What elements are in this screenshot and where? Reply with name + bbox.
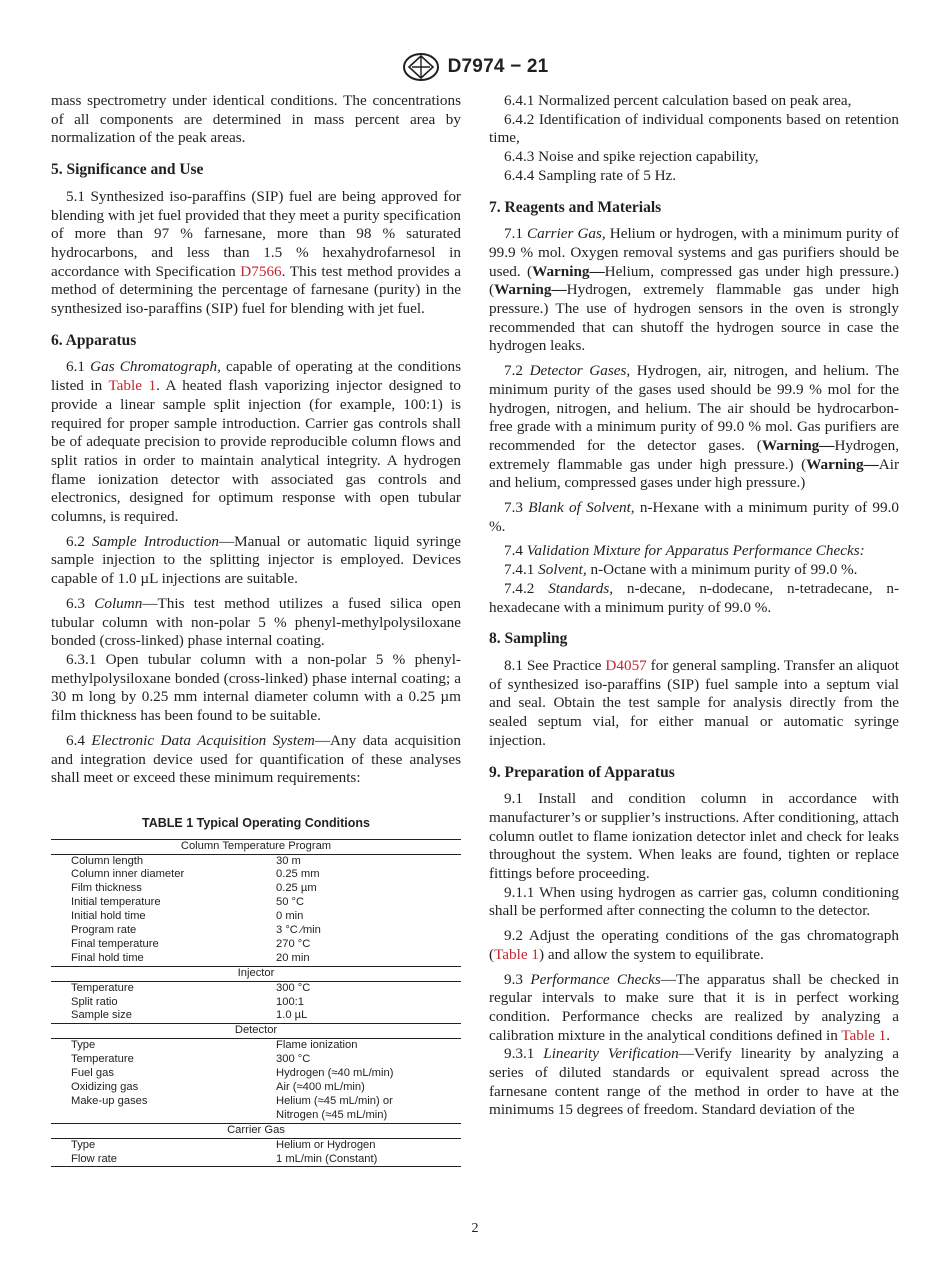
page-header xyxy=(0,52,950,82)
paragraph-7-3: 7.3 Blank of Solvent, n-Hexane with a minimum purity of 99.0 %. xyxy=(489,499,899,535)
table-row: Type Flame ionization xyxy=(71,1039,358,1052)
section-8-heading: 8. Sampling xyxy=(489,630,568,648)
table-section-header: Injector xyxy=(51,966,461,981)
table-row: Oxidizing gas Air (≈400 mL/min) xyxy=(71,1081,365,1094)
paragraph-6-4-1: 6.4.1 Normalized percent calculation based on peak area, xyxy=(504,92,852,109)
table-row: Initial temperature 50 °C xyxy=(71,896,305,909)
table-row: Type Helium or Hydrogen xyxy=(71,1138,376,1151)
table-row: Column length 30 m xyxy=(71,854,301,867)
table-row: Film thickness 0.25 µm xyxy=(71,882,317,895)
paragraph-7-1: 7.1 Carrier Gas, Helium or hydrogen, with a minimum purity of 99.9 % mol. Oxygen removal systems and gas purifiers should be used. (Warning—Helium, compressed gas under high pressure.) (Warning—Hydrogen, extremely flammable gas under high pressure.) The use of hydrogen sensors in the oven is strongly recommended that can shutoff the hydrogen source in case the hydrogen leaks. xyxy=(489,225,900,355)
table-row: Flow rate 1 mL/min (Constant) xyxy=(71,1152,378,1165)
table-row: Sample size 1.0 µL xyxy=(71,1009,308,1022)
table-row: Program rate 3 °C ⁄min xyxy=(71,924,321,937)
astm-logo-icon xyxy=(402,52,440,82)
paragraph-6-3: 6.3 Column—This test method utilizes a fused silica open tubular column with non-polar 5 % phenyl-methylpolysiloxane bonded (cross-linked) phase internal coating. xyxy=(51,594,461,650)
table-row: Temperature 300 °C xyxy=(71,981,311,994)
table-row: Column inner diameter 0.25 mm xyxy=(71,868,320,881)
paragraph-7-4-1: 7.4.1 Solvent, n-Octane with a minimum purity of 99.0 %. xyxy=(504,561,858,579)
table-row: Split ratio 100:1 xyxy=(71,995,304,1008)
d7566-link[interactable]: D7566 xyxy=(240,262,282,280)
table-row: Final temperature 270 °C xyxy=(71,937,311,950)
paragraph-9-3: 9.3 Performance Checks—The apparatus shall be checked in regular intervals to make sure that it is in perfect working condition. Performance checks are realized by analyzing a calibration mixture in the analytical conditions defined in Table 1. xyxy=(489,970,899,1044)
table-row: Initial hold time 0 min xyxy=(71,910,304,923)
paragraph-7-2: 7.2 Detector Gases, Hydrogen, air, nitrogen, and helium. The minimum purity of the gases used should be 99.9 % mol for the hydrogen, nitrogen, and helium. The air should be hydrocarbon-free grade with a minimum purity of 99.0 % mol. Gas purifiers are recommended for the detector gases. (Warning—Hydrogen, extremely flammable gas under high pressure.) (Warning—Air and helium, compressed gases under high pressure.) xyxy=(489,362,899,492)
intro-paragraph: mass spectrometry under identical conditions. The concentrations of all components are determined in mass percent area by normalization of the peak areas. xyxy=(51,92,461,147)
page-number: 2 xyxy=(471,1221,479,1236)
section-5-heading: 5. Significance and Use xyxy=(51,161,204,179)
table-1-title: TABLE 1 Typical Operating Conditions xyxy=(141,815,371,830)
table-row: Make-up gases Helium (≈45 mL/min) or xyxy=(71,1094,393,1107)
paragraph-6-4-2: 6.4.2 Identification of individual components based on retention time, xyxy=(489,110,899,147)
table-row: Temperature 300 °C xyxy=(71,1053,311,1066)
table-row: Final hold time 20 min xyxy=(71,951,310,964)
section-6-heading: 6. Apparatus xyxy=(51,331,137,349)
paragraph-9-2: 9.2 Adjust the operating conditions of the gas chromatograph (Table 1) and allow the system to equilibrate. xyxy=(489,927,899,963)
operating-conditions-table xyxy=(51,839,461,1168)
paragraph-6-4-4: 6.4.4 Sampling rate of 5 Hz. xyxy=(504,166,677,184)
document-id: D7974 − 21 xyxy=(447,56,549,77)
paragraph-9-1: 9.1 Install and condition column in accordance with manufacturer’s or supplier’s instructions. After conditioning, attach column outlet to flame ionization detector inlet and check for leaks throughout the system. When leaks are found, tighten or replace fittings before proceeding. xyxy=(489,790,899,883)
paragraph-6-4-3: 6.4.3 Noise and spike rejection capability, xyxy=(504,148,759,166)
paragraph-5-1: 5.1 Synthesized iso-paraffins (SIP) fuel are being approved for blending with jet fuel provided that they meet a purity specification of more than 97 % farnesane, more than 98 % saturated hydrocarbons, and less than 1.5 % hexahydrofarnesol in accordance with Specification D7566. This test method provides a method of determining the percentage of farnesane (purity) in the synthesized iso-paraffins (SIP) fuel for blending with jet fuel. xyxy=(51,187,461,318)
left-column xyxy=(51,92,461,1167)
table-1-link[interactable]: Table 1 xyxy=(108,377,157,395)
paragraph-9-1-1: 9.1.1 When using hydrogen as carrier gas, column conditioning shall be performed after connecting the column to the detector. xyxy=(489,883,899,920)
paragraph-7-4: 7.4 Validation Mixture for Apparatus Performance Checks: xyxy=(504,542,865,560)
section-9-heading: 9. Preparation of Apparatus xyxy=(489,763,675,781)
paragraph-6-1: 6.1 Gas Chromatograph, capable of operating at the conditions listed in Table 1. A heated flash vaporizing injector designed to provide a linear sample split injection (for example, 100:1) is required for proper sample introduction. Carrier gas controls shall be of adequate precision to provide reproducible column flows and split ratios in order to maintain analytical integrity. A hydrogen flame ionization detector with associated gas controls and electronics, designed for optimum response with open tubular columns, is required. xyxy=(51,358,462,526)
table-section-header: Column Temperature Program xyxy=(51,839,461,854)
section-7-heading: 7. Reagents and Materials xyxy=(489,198,662,216)
table-1-link[interactable]: Table 1 xyxy=(494,945,539,963)
paragraph-6-2: 6.2 Sample Introduction—Manual or automatic liquid syringe sample injection to the splitting injector is employed. Devices capable of 1.0 µL injections are suitable. xyxy=(51,532,462,588)
paragraph-6-4: 6.4 Electronic Data Acquisition System—Any data acquisition and integration device used for quantification of these analyses shall meet or exceed these minimum requirements: xyxy=(51,731,461,787)
table-section-header: Detector xyxy=(51,1024,461,1039)
paragraph-8-1: 8.1 See Practice D4057 for general sampling. Transfer an aliquot of synthesized iso-paraffins (SIP) fuel sample into a septum vial and seal. Obtain the test sample for analysis directly from the sealed septum vial, for either manual or automatic syringe injection. xyxy=(489,656,899,749)
table-row: Nitrogen (≈45 mL/min) xyxy=(276,1108,388,1121)
paragraph-9-3-1: 9.3.1 Linearity Verification—Verify linearity by analyzing a series of diluted standards or equivalent spread across the farnesane content range of the method in order to have at the minimums 15 degrees of freedom. Standard deviation of the xyxy=(489,1045,899,1119)
table-section-header: Carrier Gas xyxy=(51,1123,461,1138)
d4057-link[interactable]: D4057 xyxy=(605,656,647,674)
right-column xyxy=(489,92,899,1120)
table-row: Fuel gas Hydrogen (≈40 mL/min) xyxy=(71,1067,394,1080)
paragraph-7-4-2: 7.4.2 Standards, n-decane, n-dodecane, n-tetradecane, n-hexadecane with a minimum purity of 99.0 %. xyxy=(489,579,900,616)
paragraph-6-3-1: 6.3.1 Open tubular column with a non-polar 5 % phenyl-methylpolysiloxane bonded (cross-linked) phase internal coating; a 30 m long by 0.25 mm internal diameter column with a 0.25 µm film thickness has been found to be suitable. xyxy=(51,650,461,725)
table-1-link[interactable]: Table 1 xyxy=(841,1026,887,1044)
